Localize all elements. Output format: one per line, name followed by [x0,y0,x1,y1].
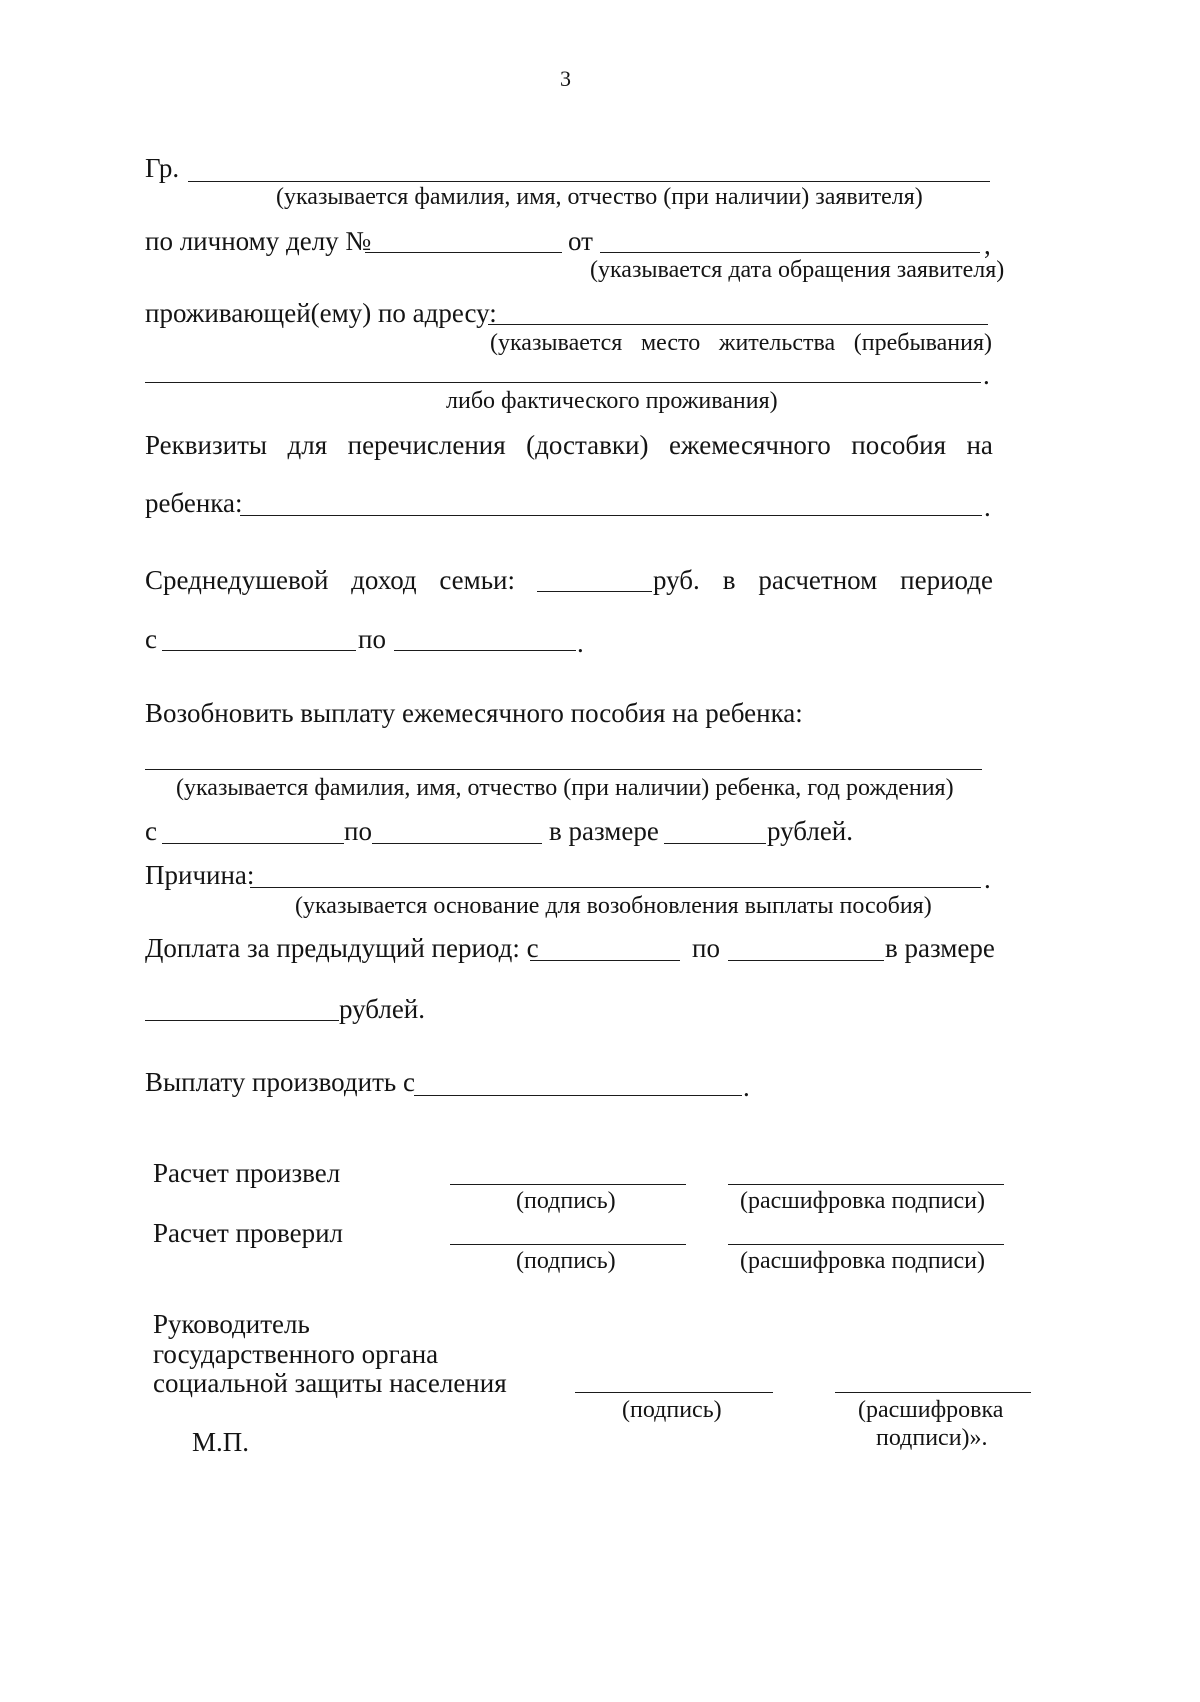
checked-by-signature-note: (подпись) [516,1248,616,1274]
address-label: проживающей(ему) по адресу: [145,298,497,328]
case-date-field[interactable] [600,252,980,253]
income-from-field[interactable] [162,650,356,651]
case-comma: , [984,230,991,260]
income-label: Среднедушевой доход семьи: [145,565,515,595]
case-date-label: от [568,226,593,256]
page-number: 3 [560,66,571,91]
resume-from-label: с [145,816,157,846]
applicant-name-field[interactable] [188,181,990,182]
income-to-field[interactable] [394,650,576,651]
head-title-line1: Руководитель [153,1309,310,1339]
surcharge-to-field[interactable] [728,960,884,961]
resume-to-label: по [344,816,372,846]
surcharge-currency: рублей. [339,994,426,1024]
address-field-1[interactable] [488,324,988,325]
applicant-label: Гр. [145,153,180,183]
income-period: . [577,628,584,658]
requisites-text: Реквизиты для перечисления (доставки) ежемесячного пособия на [145,430,993,460]
resume-from-field[interactable] [162,843,344,844]
surcharge-amount-field[interactable] [145,1020,339,1021]
calculated-by-decoding-field[interactable] [728,1184,1004,1185]
payment-start-field[interactable] [414,1095,742,1096]
resume-child-note: (указывается фамилия, имя, отчество (при наличии) ребенка, год рождения) [176,775,954,801]
income-from-label: с [145,624,157,654]
checked-by-label: Расчет проверил [153,1218,344,1248]
address-note-1: (указывается место жительства (пребывания) [490,330,992,356]
case-date-note: (указывается дата обращения заявителя) [590,257,1005,283]
resume-currency: рублей. [767,816,854,846]
calculated-by-signature-note: (подпись) [516,1188,616,1214]
requisites-period: . [984,492,991,522]
calculated-by-decoding-note: (расшифровка подписи) [740,1188,985,1214]
surcharge-to-label: по [692,933,720,963]
head-signature-note: (подпись) [622,1397,722,1423]
income-period-text: руб. в расчетном периоде [653,565,993,595]
checked-by-decoding-field[interactable] [728,1244,1004,1245]
head-decoding-note-line2: подписи)». [876,1425,988,1451]
head-title-line3: социальной защиты населения [153,1368,507,1398]
calculated-by-label: Расчет произвел [153,1158,341,1188]
address-note-2: либо фактического проживания) [446,388,778,414]
surcharge-from-field[interactable] [530,960,680,961]
reason-note: (указывается основание для возобновления выплаты пособия) [295,893,932,919]
resume-to-field[interactable] [372,843,542,844]
head-decoding-note-line1: (расшифровка [858,1397,1004,1423]
head-signature-field[interactable] [575,1392,773,1393]
stamp-label: М.П. [192,1427,250,1457]
head-decoding-field[interactable] [835,1392,1031,1393]
resume-amount-field[interactable] [664,843,766,844]
reason-period: . [984,864,991,894]
case-number-field[interactable] [365,252,562,253]
payment-start-label: Выплату производить с [145,1067,415,1097]
surcharge-label: Доплата за предыдущий период: с [145,933,539,963]
resume-amount-label: в размере [549,816,659,846]
checked-by-signature-field[interactable] [450,1244,686,1245]
address-field-2[interactable] [145,382,981,383]
resume-child-field[interactable] [145,769,982,770]
reason-field[interactable] [250,887,981,888]
requisites-field[interactable] [240,515,982,516]
applicant-note: (указывается фамилия, имя, отчество (при наличии) заявителя) [276,184,923,210]
surcharge-amount-label: в размере [885,933,995,963]
case-number-label: по личному делу № [145,226,372,256]
payment-start-period: . [743,1072,750,1102]
resume-title: Возобновить выплату ежемесячного пособия на ребенка: [145,698,803,728]
requisites-child-label: ребенка: [145,488,243,518]
income-amount-field[interactable] [537,591,652,592]
income-to-label: по [358,624,386,654]
calculated-by-signature-field[interactable] [450,1184,686,1185]
checked-by-decoding-note: (расшифровка подписи) [740,1248,985,1274]
address-period: . [983,360,990,390]
reason-label: Причина: [145,860,255,890]
head-title-line2: государственного органа [153,1339,439,1369]
